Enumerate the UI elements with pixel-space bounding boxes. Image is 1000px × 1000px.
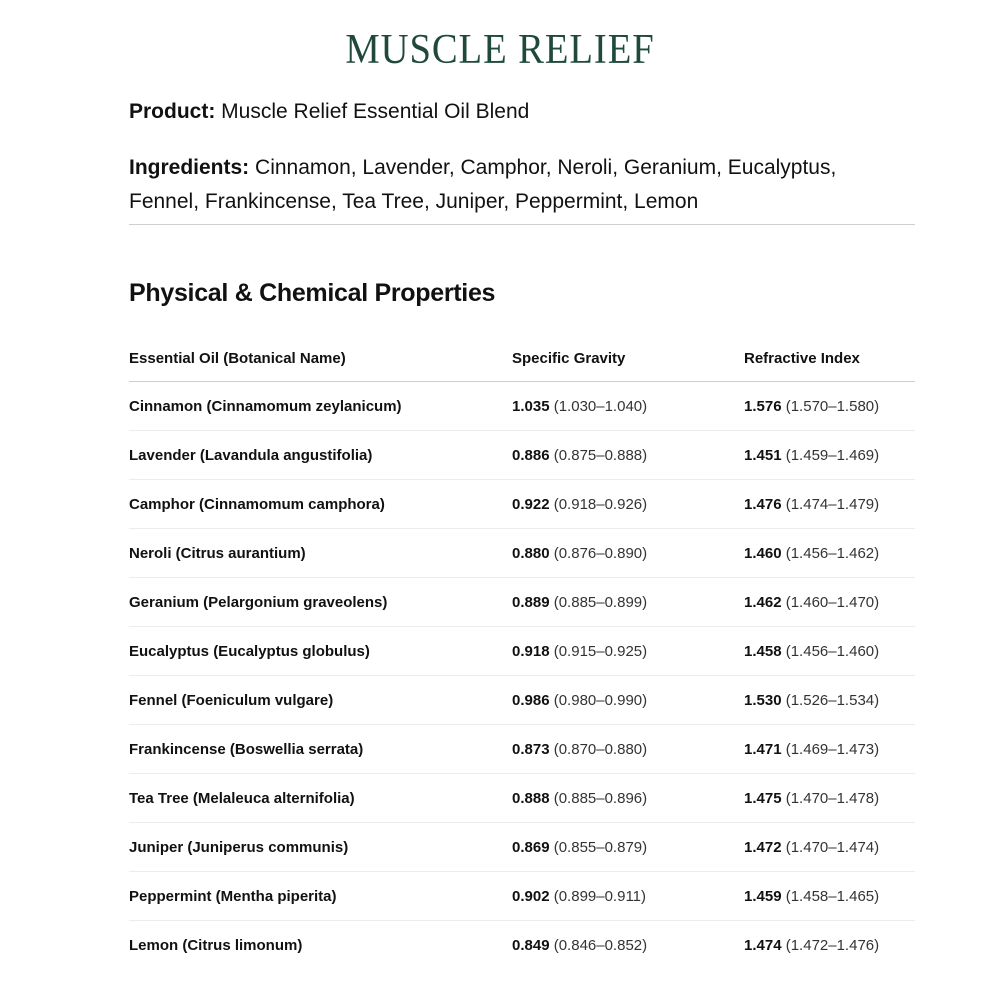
specific-gravity-cell [512,594,647,611]
table-row [129,676,915,725]
refractive-index-value: 1.475 [744,790,782,807]
specific-gravity-value: 0.986 [512,692,550,709]
specific-gravity-range: (0.885–0.896) [553,790,648,807]
header-oil-name: Essential Oil (Botanical Name) [129,350,346,367]
table-header [129,334,915,382]
refractive-index-range: (1.470–1.474) [785,839,880,856]
specific-gravity-value: 1.035 [512,398,550,415]
specific-gravity-range: (0.918–0.926) [553,496,648,513]
specific-gravity-cell [512,937,647,954]
refractive-index-cell [744,545,879,562]
refractive-index-range: (1.470–1.478) [785,790,880,807]
refractive-index-value: 1.451 [744,447,782,464]
oil-name: Lavender (Lavandula angustifolia) [129,447,373,464]
specific-gravity-range: (0.915–0.925) [553,643,648,660]
oil-name: Cinnamon (Cinnamomum zeylanicum) [129,398,402,415]
refractive-index-range: (1.458–1.465) [785,888,880,905]
refractive-index-value: 1.576 [744,398,782,415]
specific-gravity-range: (0.980–0.990) [553,692,648,709]
specific-gravity-value: 0.873 [512,741,550,758]
table-row [129,823,915,872]
refractive-index-value: 1.476 [744,496,782,513]
specific-gravity-value: 0.888 [512,790,550,807]
oil-name: Peppermint (Mentha piperita) [129,888,337,905]
refractive-index-range: (1.570–1.580) [785,398,880,415]
specific-gravity-cell [512,496,647,513]
specific-gravity-cell [512,741,647,758]
refractive-index-cell [744,496,879,513]
oil-name: Eucalyptus (Eucalyptus globulus) [129,643,370,660]
specific-gravity-value: 0.869 [512,839,550,856]
specific-gravity-value: 0.918 [512,643,550,660]
refractive-index-range: (1.474–1.479) [785,496,880,513]
specific-gravity-cell [512,545,647,562]
product-line [129,100,529,124]
table-row [129,627,915,676]
specific-gravity-cell [512,888,646,905]
page-title: MUSCLE RELIEF [345,27,655,73]
refractive-index-cell [744,398,879,415]
table-row [129,774,915,823]
oil-name: Geranium (Pelargonium graveolens) [129,594,388,611]
table-row [129,872,915,921]
refractive-index-cell [744,937,879,954]
oil-name: Fennel (Foeniculum vulgare) [129,692,334,709]
refractive-index-range: (1.456–1.460) [785,643,880,660]
oil-name: Tea Tree (Melaleuca alternifolia) [129,790,355,807]
refractive-index-cell [744,839,879,856]
section-divider [129,224,915,225]
refractive-index-cell [744,741,879,758]
refractive-index-cell [744,594,879,611]
refractive-index-range: (1.472–1.476) [785,937,880,954]
table-row [129,725,915,774]
table-row [129,480,915,529]
header-specific-gravity: Specific Gravity [512,350,626,367]
specific-gravity-value: 0.886 [512,447,550,464]
refractive-index-cell [744,790,879,807]
specific-gravity-range: (0.899–0.911) [553,888,647,905]
refractive-index-value: 1.458 [744,643,782,660]
product-label: Product: [129,100,216,123]
specific-gravity-range: (0.875–0.888) [553,447,648,464]
specific-gravity-value: 0.880 [512,545,550,562]
specific-gravity-value: 0.849 [512,937,550,954]
refractive-index-range: (1.526–1.534) [785,692,880,709]
specific-gravity-cell [512,643,647,660]
specific-gravity-range: (0.870–0.880) [553,741,648,758]
specific-gravity-range: (0.876–0.890) [553,545,648,562]
specific-gravity-value: 0.922 [512,496,550,513]
specific-gravity-value: 0.902 [512,888,550,905]
specific-gravity-range: (0.846–0.852) [553,937,648,954]
oil-name: Camphor (Cinnamomum camphora) [129,496,385,513]
refractive-index-range: (1.469–1.473) [785,741,880,758]
specific-gravity-cell [512,790,647,807]
specific-gravity-cell [512,447,647,464]
oil-name: Lemon (Citrus limonum) [129,937,303,954]
specific-gravity-cell [512,692,647,709]
refractive-index-value: 1.460 [744,545,782,562]
table-row [129,921,915,969]
header-refractive-index: Refractive Index [744,350,860,367]
oil-name: Frankincense (Boswellia serrata) [129,741,364,758]
refractive-index-range: (1.459–1.469) [785,447,880,464]
ingredients-value: Cinnamon, Lavender, Camphor, Neroli, Geranium, Eucalyptus, Fennel, Frankincense, Tea Tree, Juniper, Peppermint, Lemon [129,156,837,213]
product-value: Muscle Relief Essential Oil Blend [221,100,530,123]
ingredients-label: Ingredients: [129,156,250,179]
specific-gravity-range: (0.855–0.879) [553,839,648,856]
refractive-index-value: 1.530 [744,692,782,709]
refractive-index-range: (1.456–1.462) [785,545,880,562]
ingredients-line [129,151,889,219]
refractive-index-range: (1.460–1.470) [785,594,880,611]
refractive-index-cell [744,888,879,905]
table-body [129,382,915,969]
table-row [129,578,915,627]
oil-name: Juniper (Juniperus communis) [129,839,349,856]
properties-table [129,334,915,969]
table-row [129,382,915,431]
specific-gravity-value: 0.889 [512,594,550,611]
table-row [129,431,915,480]
refractive-index-cell [744,692,879,709]
specific-gravity-range: (1.030–1.040) [553,398,648,415]
refractive-index-value: 1.459 [744,888,782,905]
refractive-index-cell [744,643,879,660]
section-heading: Physical & Chemical Properties [129,279,496,307]
refractive-index-value: 1.471 [744,741,782,758]
refractive-index-value: 1.472 [744,839,782,856]
refractive-index-cell [744,447,879,464]
table-row [129,529,915,578]
oil-name: Neroli (Citrus aurantium) [129,545,306,562]
refractive-index-value: 1.474 [744,937,782,954]
refractive-index-value: 1.462 [744,594,782,611]
specific-gravity-cell [512,398,647,415]
specific-gravity-range: (0.885–0.899) [553,594,648,611]
specific-gravity-cell [512,839,647,856]
